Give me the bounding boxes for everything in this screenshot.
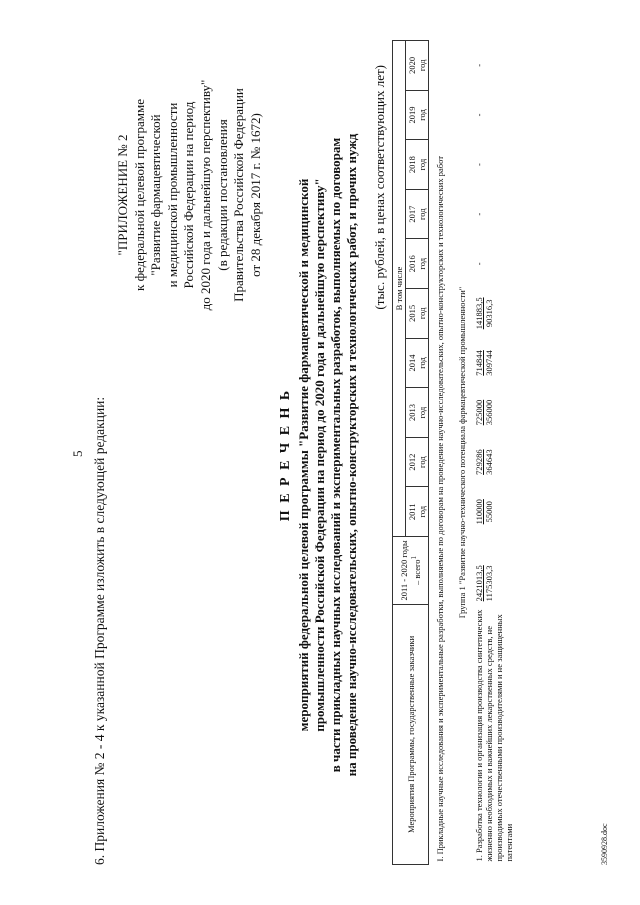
- year-label: 2013: [407, 404, 417, 422]
- year-unit: год: [417, 257, 427, 270]
- header-total: [393, 537, 429, 605]
- appendix-header: [115, 45, 264, 345]
- appendix-line: "ПРИЛОЖЕНИЕ № 2: [115, 134, 130, 256]
- header-year-2020: [406, 41, 429, 91]
- appendix-line: "Развитие фармацевтической: [148, 114, 164, 276]
- title-line: мероприятий федеральной целевой программы "Развитие фармацевтической и медицинской: [296, 178, 311, 732]
- header-year-2018: [406, 140, 429, 190]
- measure-name: 1. Разработка технологии и организация производства синтетических жизненно необходимых и важнейших лекарственных средств, не производимых отечественными производителями и не защищенных патентами: [474, 609, 514, 862]
- year-value-cell: [473, 487, 515, 537]
- table-header-row: [393, 41, 406, 865]
- appendix-line: и медицинской промышленности: [164, 102, 180, 288]
- edit-instruction: 6. Приложения № 2 - 4 к указанной Программе изложить в следующей редакции:: [92, 396, 107, 865]
- year-value-cell: [473, 239, 515, 289]
- year-label: 2018: [407, 156, 417, 174]
- year-label: 2015: [407, 304, 417, 322]
- header-year-2015: [406, 289, 429, 339]
- value-top: -: [474, 163, 484, 166]
- value-bottom: 55000: [484, 501, 494, 523]
- value-top: -: [474, 262, 484, 266]
- header-year-2014: [406, 338, 429, 388]
- year-value-cell: [473, 388, 515, 438]
- title-line: в части прикладных научных исследований и экспериментальных разработок, выполняемых по договорам: [328, 137, 343, 773]
- value-bottom: 364643: [484, 449, 494, 475]
- document-title: [296, 45, 360, 865]
- document-id: 3590928.doc: [600, 823, 609, 865]
- appendix-line: Российской Федерации на период: [181, 101, 197, 289]
- header-total-label: 2011 - 2020 годы – всего: [399, 540, 422, 601]
- value-bottom: 309744: [484, 350, 494, 376]
- year-unit: год: [417, 307, 427, 320]
- year-label: 2014: [407, 354, 417, 372]
- year-label: 2012: [407, 453, 417, 471]
- footnote-marker: 1: [410, 555, 419, 560]
- year-unit: год: [417, 109, 427, 121]
- value-top: 714844: [474, 350, 484, 376]
- total-value-bottom: 1175303,3: [484, 565, 494, 602]
- year-label: 2011: [407, 503, 417, 521]
- value-top: 110000: [474, 499, 484, 525]
- appendix-line: Правительства Российской Федерации: [231, 88, 247, 302]
- group-title: Группа 1 "Развитие научно-технического потенциала фармацевтической промышленности": [457, 286, 467, 619]
- year-value-cell: [473, 41, 515, 91]
- title-line: промышленности Российской Федерации на период до 2020 года и дальнейшую перспективу": [312, 178, 327, 732]
- section-title: I. Прикладные научные исследования и экспериментальные разработки, выполняемые по договорам на проведение научно-исследовательских, опытно-конструкторских и технологических работ: [435, 156, 445, 862]
- appendix-line: от 28 декабря 2017 г. № 1672): [247, 113, 263, 277]
- value-top: -: [474, 113, 484, 117]
- appendix-line: к федеральной целевой программе: [131, 99, 147, 291]
- year-label: 2016: [407, 255, 417, 273]
- year-unit: год: [417, 208, 427, 220]
- year-unit: год: [417, 505, 427, 518]
- year-value-cell: [473, 289, 515, 339]
- header-measures: Мероприятия Программы, государственные заказчики: [393, 604, 429, 864]
- year-label: 2017: [407, 205, 417, 223]
- header-year-2012: [406, 437, 429, 487]
- page-number: 5: [70, 450, 85, 457]
- table-row: [473, 41, 515, 865]
- value-bottom: 90316,3: [484, 299, 494, 328]
- total-cell: [473, 537, 515, 605]
- appendix-line: до 2020 года и дальнейшую перспективу": [197, 79, 213, 311]
- value-top: 141883,5: [474, 297, 484, 330]
- year-value-cell: [473, 338, 515, 388]
- value-top: 725000: [474, 399, 484, 426]
- measures-table: [392, 40, 515, 865]
- year-label: 2019: [407, 106, 417, 124]
- year-unit: год: [417, 158, 427, 171]
- total-value-top: 2421013,5: [474, 565, 484, 602]
- year-unit: год: [417, 456, 427, 468]
- year-value-cell: [473, 437, 515, 487]
- value-top: -: [474, 212, 484, 216]
- group-row: [451, 41, 473, 865]
- header-year-2019: [406, 90, 429, 140]
- header-year-2017: [406, 189, 429, 239]
- title-line: на проведение научно-исследовательских, опытно-конструкторских и технологических работ, и прочих нужд: [344, 133, 359, 777]
- year-value-cell: [473, 140, 515, 190]
- header-year-2011: [406, 487, 429, 537]
- appendix-line: (в редакции постановления: [214, 119, 230, 271]
- header-year-2016: [406, 239, 429, 289]
- list-heading: П Е Р Е Ч Е Н Ь: [278, 388, 293, 522]
- header-year-2013: [406, 388, 429, 438]
- year-label: 2020: [407, 56, 417, 74]
- year-unit: год: [417, 357, 427, 369]
- value-top: 729286: [474, 449, 484, 475]
- year-value-cell: [473, 189, 515, 239]
- header-including: В том числе: [393, 41, 406, 537]
- year-value-cell: [473, 90, 515, 140]
- year-unit: год: [417, 59, 427, 72]
- section-row: [429, 41, 452, 865]
- value-top: -: [474, 63, 484, 67]
- units-note: (тыс. рублей, в ценах соответствующих лет): [372, 65, 387, 310]
- value-bottom: 356000: [484, 399, 494, 426]
- year-unit: год: [417, 406, 427, 419]
